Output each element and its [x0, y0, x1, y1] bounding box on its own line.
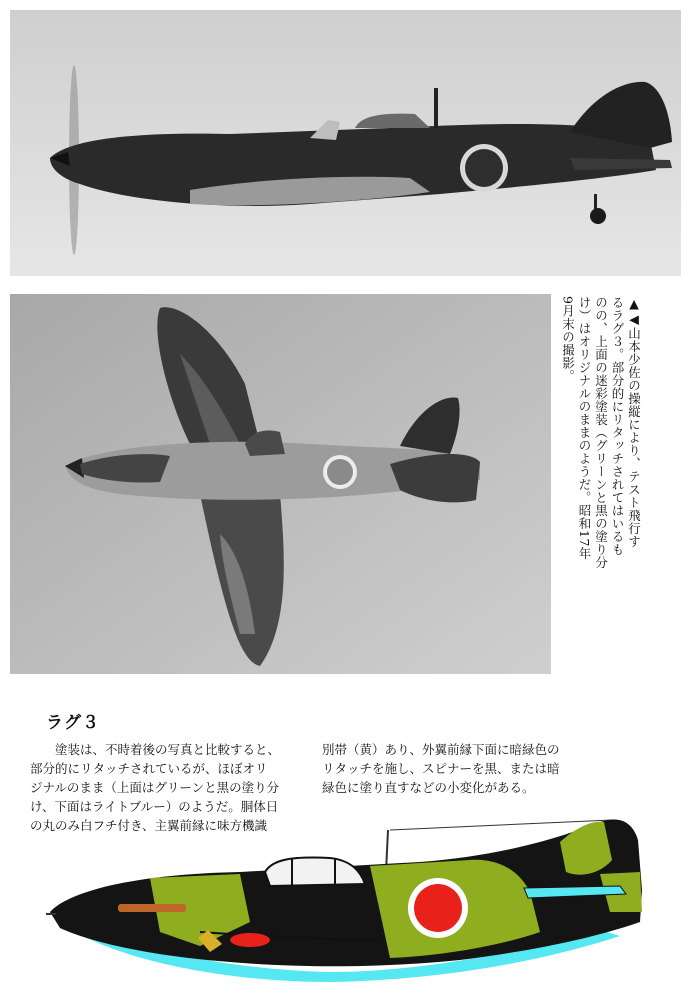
- body-line: 部分的にリタッチされているが、ほぼオリ: [30, 761, 268, 776]
- body-line: 別帯（黄）あり、外翼前縁下面に暗緑色の: [322, 742, 560, 757]
- photo-aircraft-side-view: [10, 10, 681, 276]
- body-line: ジナルのまま（上面はグリーンと黒の塗り分: [30, 780, 280, 795]
- caption-line: け）はオリジナルのままのようだ。昭和17年: [577, 296, 592, 560]
- exhaust-stacks: [118, 904, 186, 912]
- caption-line: るラグ３。部分的にリタッチされてはいるも: [610, 296, 625, 556]
- caption-line: 9月末の撮影。: [560, 296, 576, 383]
- photo-aircraft-banking: [10, 294, 551, 674]
- caption-arrows: ▲◀: [626, 296, 642, 327]
- caption-line: のの、上面の迷彩塗装（グリーンと黒の塗り分: [593, 296, 609, 569]
- body-line: け、下面はライトブルー）のようだ。胴体日: [30, 799, 279, 814]
- camo-green: [560, 822, 612, 875]
- body-line: 緑色に塗り直すなどの小変化がある。: [322, 780, 535, 795]
- body-line: 塗装は、不時着後の写真と比較すると、: [55, 742, 281, 757]
- body-line: の丸のみ白フチ付き、主翼前縁に味方機識: [30, 818, 268, 833]
- hinomaru: [414, 884, 462, 932]
- aircraft-color-profile: [0, 812, 691, 1000]
- section-heading: ラグ３: [46, 713, 100, 733]
- body-line: リタッチを施し、スピナーを黒、または暗: [322, 761, 560, 776]
- photo-caption: [559, 296, 642, 586]
- caption-line: 山本少佐の操縦により、テスト飛行す: [626, 327, 642, 548]
- body-text-right: [322, 740, 582, 797]
